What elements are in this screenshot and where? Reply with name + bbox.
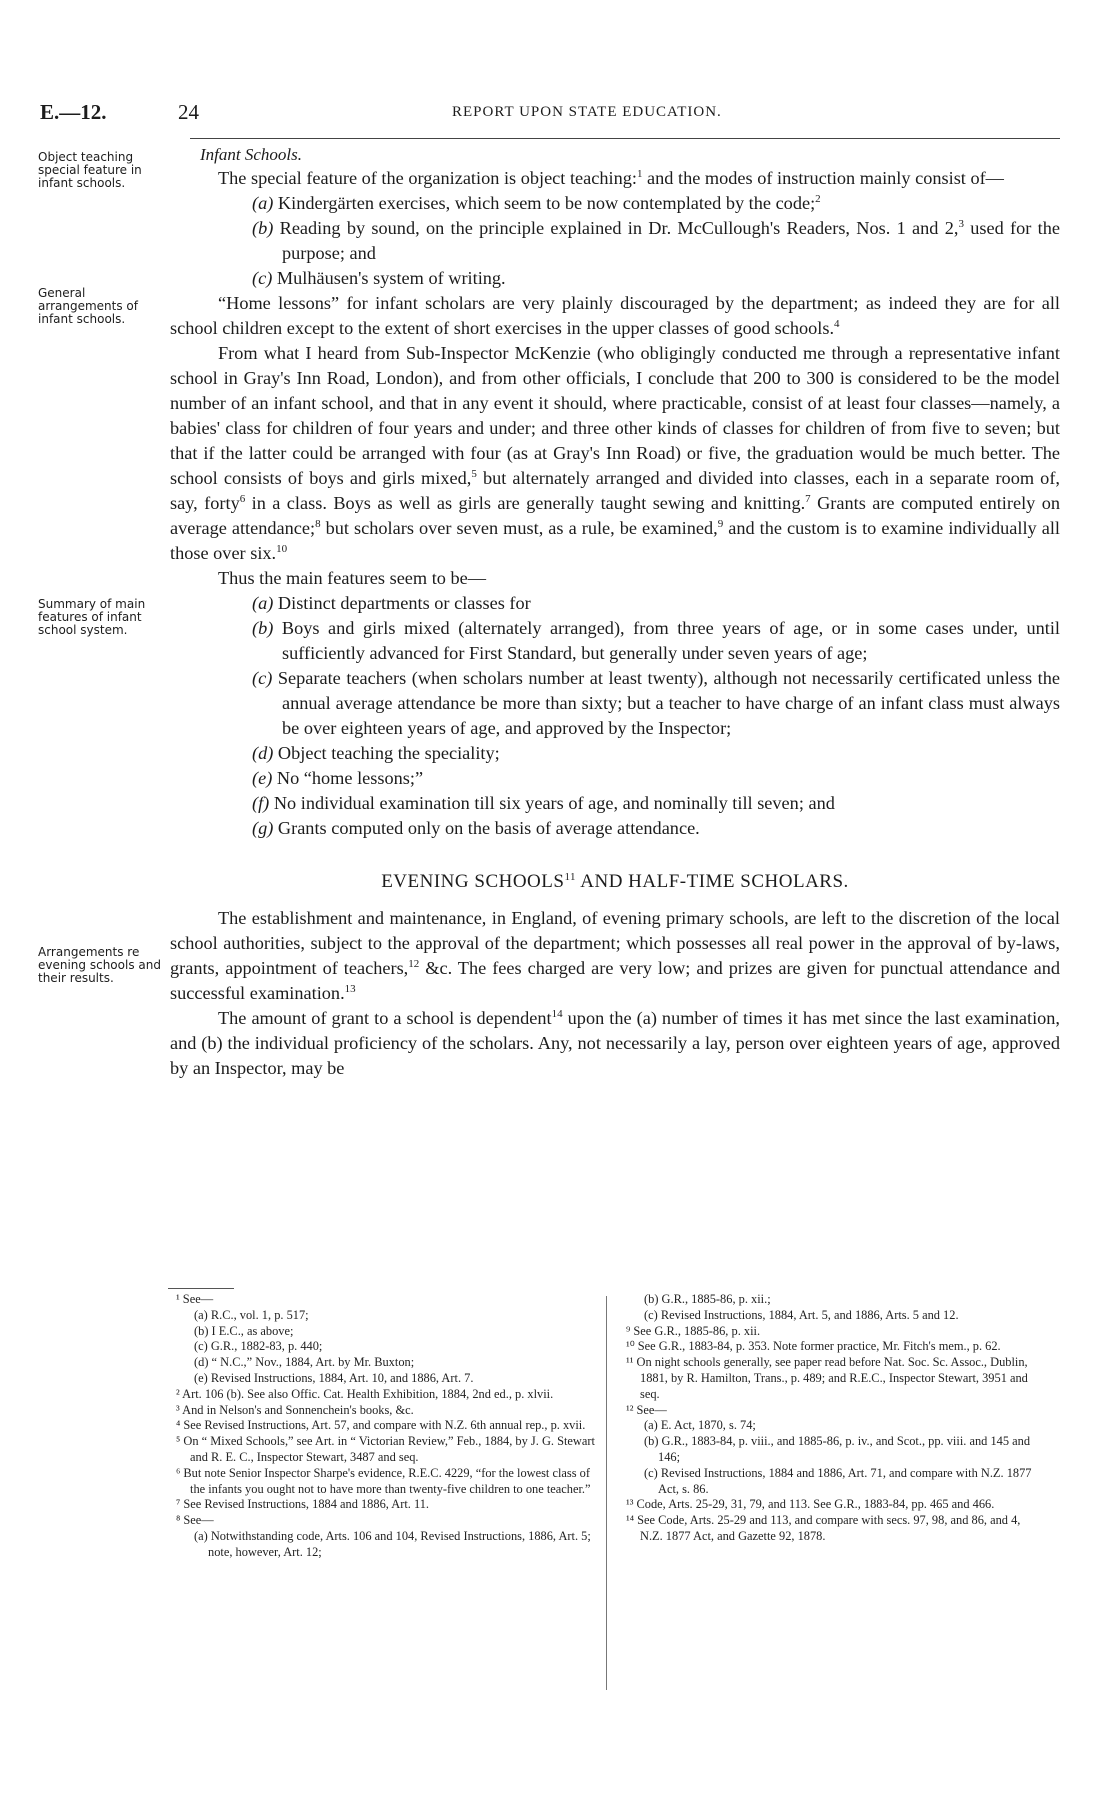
footnote-ref: 13	[344, 983, 356, 995]
footnote: ² Art. 106 (b). See also Offic. Cat. Health Exhibition, 1884, 2nd ed., p. xlvii.	[176, 1386, 554, 1401]
page-header	[40, 100, 1060, 130]
footnote: (b) G.R., 1883-84, p. viii., and 1885-86, p. iv., and Scot., pp. viii. and 145 and 146;	[644, 1434, 1031, 1464]
footnote: (b) I E.C., as above;	[194, 1323, 294, 1338]
list-item-text: No “home lessons;”	[276, 768, 424, 788]
text-segment: in a class. Boys as well as girls are generally taught sewing and knitting.	[245, 493, 806, 513]
list-item	[170, 741, 1060, 766]
list-item-text: Distinct departments or classes for	[277, 593, 531, 613]
list-item-text: Reading by sound, on the principle explained in Dr. McCullough's Readers, Nos. 1 and 2,	[279, 218, 959, 238]
list-item	[170, 816, 1060, 841]
footnote: (d) “ N.C.,” Nov., 1884, Art. by Mr. Buxton;	[194, 1355, 415, 1370]
list-item-label: (c)	[252, 668, 273, 688]
footnote: ⁷ See Revised Instructions, 1884 and 1886, Art. 11.	[176, 1497, 430, 1512]
footnote: ⁵ On “ Mixed Schools,” see Art. in “ Victorian Review,” Feb., 1884, by J. G. Stewart and R. E. C., Inspector Stewart, 3487 and seq.	[176, 1434, 595, 1464]
footnote: ¹³ Code, Arts. 25-29, 31, 79, and 113. See G.R., 1883-84, pp. 465 and 466.	[626, 1497, 995, 1512]
footnote: ¹⁴ See Code, Arts. 25-29 and 113, and compare with secs. 97, 98, and 86, and 4, N.Z. 1877 Act, and Gazette 92, 1878.	[626, 1513, 1021, 1543]
main-text	[170, 144, 1060, 1081]
footnote-ref: 6	[239, 493, 246, 505]
list-item-label: (g)	[252, 818, 274, 838]
list-item-label: (a)	[252, 193, 274, 213]
footnote: ⁹ See G.R., 1885-86, p. xii.	[626, 1323, 761, 1338]
list-item-text: Separate teachers (when scholars number at least twenty), although not necessarily certificated unless the annual average attendance be more than sixty; but a teacher to have charge of an infant class must always be over eighteen years of age, and approved by the Inspector;	[277, 668, 1060, 738]
footnote: ¹ See—	[176, 1292, 214, 1306]
list-item	[170, 766, 1060, 791]
list-item-label: (e)	[252, 768, 273, 788]
footnote-ref: 9	[717, 518, 724, 530]
text-segment: and the custom is to examine individually all those over six.	[170, 518, 1060, 563]
list-item	[170, 191, 1060, 216]
text-segment: The amount of grant to a school is dependent	[218, 1008, 552, 1028]
footnote: (b) G.R., 1885-86, p. xii.;	[644, 1292, 771, 1306]
list-item-text: Boys and girls mixed (alternately arranged), from three years of age, or in some cases under, until sufficiently advanced for First Standard, but generally under seven years of age;	[281, 618, 1060, 663]
list-item	[170, 616, 1060, 666]
margin-note-general-arrangements: General arrangements of infant schools.	[38, 286, 138, 326]
list-item-text: Mulhäusen's system of writing.	[276, 268, 506, 288]
document-code: E.—12.	[40, 100, 107, 124]
list-item-label: (f)	[252, 793, 270, 813]
list-item-label: (d)	[252, 743, 274, 763]
main-features-list	[170, 591, 1060, 841]
list-item	[170, 666, 1060, 741]
footnote-rule	[168, 1288, 234, 1289]
footnote: ⁴ See Revised Instructions, Art. 57, and compare with N.Z. 6th annual rep., p. xvii.	[176, 1418, 586, 1433]
margin-note-summary: Summary of main features of infant school system.	[38, 597, 146, 637]
footnote: (a) R.C., vol. 1, p. 517;	[194, 1307, 309, 1322]
footnotes-right-column	[618, 1292, 1043, 1545]
instruction-modes-list	[170, 191, 1060, 291]
footnote: ¹⁰ See G.R., 1883-84, p. 353. Note former practice, Mr. Fitch's mem., p. 62.	[626, 1339, 1001, 1354]
footnote: ⁸ See—	[176, 1513, 214, 1528]
paragraph-grant-amount	[170, 1006, 1060, 1081]
footnote-ref: 12	[408, 958, 420, 970]
footnote: ¹¹ On night schools generally, see paper read before Nat. Soc. Sc. Assoc., Dublin, 1881, by R. Hamilton, Trans., p. 489; and R.E.C., Inspector Stewart, 3951 and seq.	[626, 1355, 1028, 1401]
list-item-text: Object teaching the speciality;	[277, 743, 500, 763]
footnote-ref: 14	[551, 1008, 563, 1020]
footnote: (a) E. Act, 1870, s. 74;	[644, 1418, 756, 1433]
list-item-label: (b)	[252, 218, 274, 238]
list-item-text: used for the purpose; and	[282, 218, 1060, 263]
footnote-ref: 2	[815, 193, 821, 205]
margin-note-object-teaching: Object teaching special feature in infant schools.	[38, 150, 142, 190]
footnote: ³ And in Nelson's and Sonnenchein's books, &c.	[176, 1402, 414, 1417]
page-number: 24	[178, 100, 199, 124]
footnote-ref: 7	[805, 493, 811, 505]
list-item-text: No individual examination till six years of age, and nominally till seven; and	[273, 793, 835, 813]
list-item	[170, 216, 1060, 266]
list-item-label: (b)	[252, 618, 274, 638]
text-segment: The establishment and maintenance, in England, of evening primary schools, are left to the discretion of the local school authorities, subject to the approval of the department; which possesses all real power in the approval of by-laws, grants, appointment of teachers,	[170, 908, 1060, 978]
footnote-ref: 5	[471, 468, 477, 480]
footnote: ⁶ But note Senior Inspector Sharpe's evidence, R.E.C. 4229, “for the lowest class of the infants you ought not to have more than twenty-five children to one teacher.”	[176, 1465, 591, 1496]
footnote-column-divider	[606, 1296, 607, 1690]
list-item	[170, 591, 1060, 616]
text-segment: Grants are computed entirely on average attendance;	[170, 493, 1060, 538]
infant-schools-heading: Infant Schools.	[200, 145, 302, 164]
list-item-label: (a)	[252, 593, 274, 613]
running-title: REPORT UPON STATE EDUCATION.	[452, 104, 722, 120]
text-segment: but alternately arranged and divided into classes, each in a separate room of, say, forty	[170, 468, 1060, 513]
list-item-text: Kindergärten exercises, which seem to be now contemplated by the code;	[277, 193, 816, 213]
footnote: (c) Revised Instructions, 1884, Art. 5, and 1886, Arts. 5 and 12.	[644, 1307, 959, 1322]
text-segment: &c. The fees charged are very low; and prizes are given for punctual attendance and successful examination.	[170, 958, 1061, 1003]
paragraph-evening-schools	[170, 906, 1060, 1006]
text-segment: upon the (a) number of times it has met since the last examination, and (b) the individual proficiency of the scholars. Any, not necessarily a lay, person over eighteen years of age, approved by an Inspector, may be	[170, 1008, 1060, 1078]
list-item	[170, 266, 1060, 291]
paragraph-main-features-intro: Thus the main features seem to be—	[218, 568, 487, 588]
footnote: (c) Revised Instructions, 1884 and 1886, Art. 71, and compare with N.Z. 1877 Act, s. 86.	[644, 1465, 1032, 1496]
footnote: (c) G.R., 1882-83, p. 440;	[194, 1339, 323, 1354]
footnote: (a) Notwithstanding code, Arts. 106 and 104, Revised Instructions, 1886, Art. 5; note, however, Art. 12;	[194, 1528, 591, 1559]
footnote-ref: 8	[315, 518, 321, 530]
margin-note-evening-schools: Arrangements re evening schools and their results.	[38, 945, 161, 985]
footnotes-left-column	[168, 1292, 598, 1561]
list-item-label: (c)	[252, 268, 273, 288]
footnote-ref: 3	[958, 218, 964, 230]
list-item-text: Grants computed only on the basis of average attendance.	[277, 818, 700, 838]
footnote: ¹² See—	[626, 1402, 667, 1417]
paragraph-home-lessons: “Home lessons” for infant scholars are very plainly discouraged by the department; as indeed they are for all school children except to the extent of short exercises in the upper classes of good schools.$^4$	[170, 293, 1060, 338]
text-segment: From what I heard from Sub-Inspector McKenzie (who obligingly conducted me through a representative infant school in Gray's Inn Road, London), and from other officials, I conclude that 200 to 300 is considered to be the model number of an infant school, and that in any event it should, where practicable, consist of at least four classes—namely, a babies' class for children of four years and under; and three other kinds of classes for children of from five to seven; but that if the latter could be arranged with four (as at Gray's Inn Road) or five, the graduation would be much better. The school consists of boys and girls mixed,	[170, 343, 1060, 488]
footnote: (e) Revised Instructions, 1884, Art. 10, and 1886, Art. 7.	[194, 1370, 474, 1385]
paragraph-object-teaching: The special feature of the organization is object teaching:$^1$ and the modes of instruction mainly consist of—	[218, 168, 1004, 188]
paragraph-infant-school-organization	[170, 341, 1060, 566]
header-rule	[190, 138, 1060, 139]
section-heading-evening-schools: EVENING SCHOOLS$^{11}$ AND HALF-TIME SCHOLARS.	[381, 871, 849, 892]
text-segment: but scholars over seven must, as a rule, be examined,	[320, 518, 718, 538]
footnote-ref: 10	[276, 543, 288, 555]
list-item	[170, 791, 1060, 816]
